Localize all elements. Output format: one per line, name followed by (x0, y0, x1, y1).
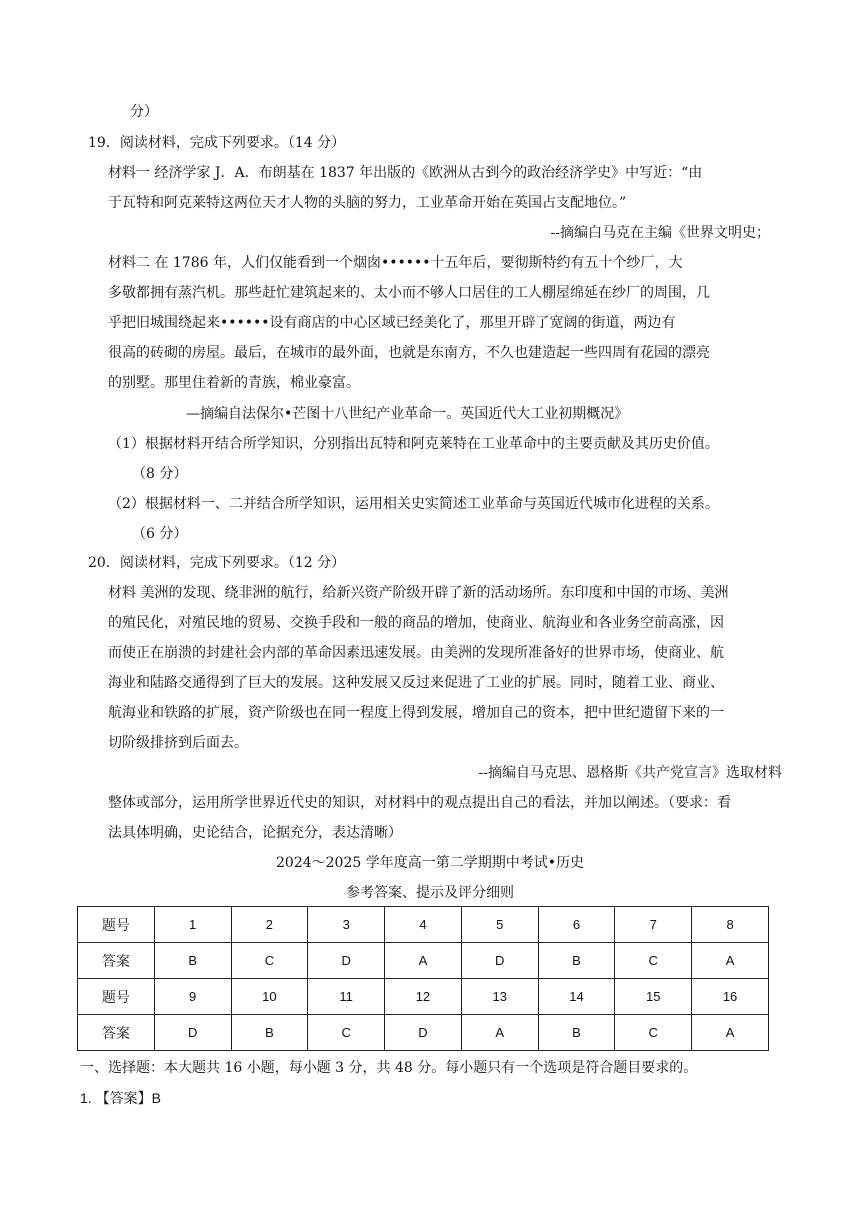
table-header-cell: 答案 (78, 1015, 155, 1051)
table-cell: 16 (692, 979, 769, 1015)
table-cell: A (692, 943, 769, 979)
answer-table (77, 906, 769, 1051)
answers-subtitle: 参考答案、提示及评分细则 (346, 885, 514, 901)
table-cell: C (615, 1015, 692, 1051)
q19-material1-line1: 材料一 经济学家 J．A．布朗基在 1837 年出版的《欧洲从古到今的政治经济学史》中写近：“由 (108, 165, 703, 181)
table-cell: 7 (615, 907, 692, 943)
table-cell: 1 (154, 907, 231, 943)
table-cell: 15 (615, 979, 692, 1015)
q20-line5: 航海业和铁路的扩展，资产阶级也在同一程度上得到发展，增加自己的资本，把中世纪遗留下来的一 (108, 705, 724, 721)
q20-heading: 20．阅读材料，完成下列要求。（12 分） (88, 555, 346, 571)
table-cell: 6 (538, 907, 615, 943)
table-cell: B (154, 943, 231, 979)
table-cell: 3 (308, 907, 385, 943)
table-cell: 10 (231, 979, 308, 1015)
q19-material2-source: —摘编自法保尔•芒图十八世纪产业革命一。英国近代大工业初期概况》 (186, 406, 629, 422)
table-cell: D (308, 943, 385, 979)
q19-material2-line1: 材料二 在 1786 年，人们仅能看到一个烟囱••••••十五年后，要彻斯特约有五十个纱厂，大 (108, 255, 683, 271)
table-cell: A (461, 1015, 538, 1051)
table-cell: 13 (461, 979, 538, 1015)
table-header-cell: 题号 (78, 979, 155, 1015)
table-cell: 2 (231, 907, 308, 943)
table-row (78, 979, 769, 1015)
table-cell: 4 (385, 907, 462, 943)
q19-heading: 19．阅读材料，完成下列要求。（14 分） (88, 135, 346, 151)
table-cell: 12 (385, 979, 462, 1015)
q20-line1: 材料 美洲的发现、绕非洲的航行，给新兴资产阶级开辟了新的活动场所。东印度和中国的市场、美洲 (108, 585, 729, 601)
table-cell: B (538, 1015, 615, 1051)
table-row (78, 1015, 769, 1051)
table-cell: 5 (461, 907, 538, 943)
q19-sub2-line1: （2）根据材料一、二并结合所学知识，运用相关史实简述工业革命与英国近代城市化进程的关系。 (108, 496, 719, 512)
q19-material1-source: --摘编白马克在主编《世界文明史； (550, 225, 770, 241)
q19-material2-line5: 的别墅。那里住着新的青族，棉业豪富。 (108, 375, 360, 391)
section1-heading: 一、选择题：本大题共 16 小题，每小题 3 分，共 48 分。每小题只有一个选项是符合题目要求的。 (80, 1060, 698, 1076)
q19-material2-line4: 很高的砖砌的房屋。最后，在城市的最外面，也就是东南方，不久也建造起一些四周有花园的漂亮 (108, 345, 710, 361)
table-cell: 8 (692, 907, 769, 943)
q20-source: --摘编自马克思、恩格斯《共产党宣言》选取材料 (478, 765, 782, 781)
table-header-cell: 答案 (78, 943, 155, 979)
table-row (78, 907, 769, 943)
q19-material2-line3: 乎把旧城围绕起来••••••设有商店的中心区域已经美化了，那里开辟了宽阔的街道，两边有 (108, 315, 676, 331)
table-cell: B (538, 943, 615, 979)
table-cell: D (154, 1015, 231, 1051)
table-header-cell: 题号 (78, 907, 155, 943)
q19-sub2-line2: （6 分） (132, 526, 188, 542)
table-cell: C (308, 1015, 385, 1051)
q20-line6: 切阶级排挤到后面去。 (108, 735, 248, 751)
q20-line4: 海业和陆路交通得到了巨大的发展。这种发展又反过来促进了工业的扩展。同时，随着工业、商业、 (108, 675, 724, 691)
table-cell: A (692, 1015, 769, 1051)
answers-title: 2024～2025 学年度高一第二学期期中考试•历史 (276, 855, 584, 871)
table-cell: 9 (154, 979, 231, 1015)
table-cell: A (385, 943, 462, 979)
table-cell: B (231, 1015, 308, 1051)
table-cell: 11 (308, 979, 385, 1015)
q20-line2: 的殖民化，对殖民地的贸易、交换手段和一般的商品的增加，使商业、航海业和各业务空前高涨，因 (108, 615, 724, 631)
q19-material1-line2: 于瓦特和阿克莱特这两位天才人物的头脑的努力，工业革命开始在英国占支配地位。” (108, 195, 627, 211)
table-cell: C (615, 943, 692, 979)
answer-item-1: 1. 【答案】B (80, 1090, 161, 1106)
q20-line3: 而使正在崩溃的封建社会内部的革命因素迅速发展。由美洲的发现所准备好的世界市场，使商业、航 (108, 645, 724, 661)
table-cell: D (461, 943, 538, 979)
q18-tail: 分） (130, 104, 158, 120)
table-cell: 14 (538, 979, 615, 1015)
q19-material2-line2: 多敬都拥有蒸汽机。那些赶忙建筑起来的、太小而不够人口居住的工人棚屋绵延在纱厂的周围，几 (108, 285, 710, 301)
table-cell: D (385, 1015, 462, 1051)
q19-sub1-line1: （1）根据材料开结合所学知识，分别指出瓦特和阿克莱特在工业革命中的主要贡献及其历史价值。 (108, 436, 719, 452)
q20-requirement-line1: 整体或部分，运用所学世界近代史的知识，对材料中的观点提出自己的看法，并加以阐述。（要求：看 (108, 795, 731, 811)
table-row (78, 943, 769, 979)
q19-sub1-line2: （8 分） (132, 466, 188, 482)
table-cell: C (231, 943, 308, 979)
q20-requirement-line2: 法具体明确，史论结合，论据充分，表达清晰） (108, 825, 402, 841)
